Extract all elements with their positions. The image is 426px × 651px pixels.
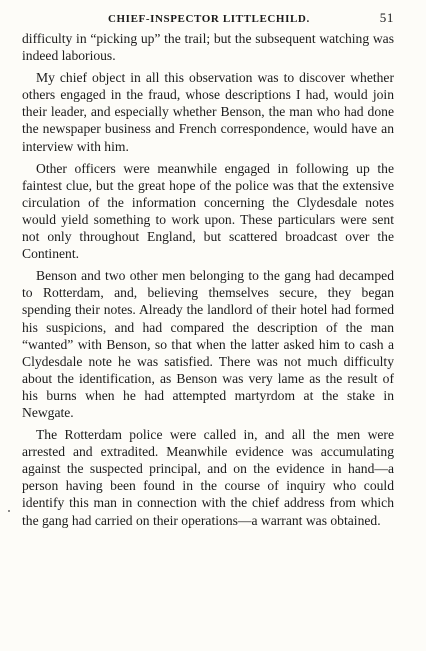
running-title: CHIEF-INSPECTOR LITTLECHILD. xyxy=(107,13,310,25)
paragraph-5: The Rotterdam police were called in, and all the men were arrested and extradited. Meanwhile evidence was accumulating against the suspected principal, and on the evidence in hand—a person having been found in the course of inquiry who could identify this man in connection with the chief address from which the gang had carried on their operations—a warrant was obtained. xyxy=(22,427,394,528)
paragraph-4: Benson and two other men belonging to the gang had decamped to Rotterdam, and, believing themselves secure, they began spending their notes. Already the landlord of their hotel had formed his suspicions, and had compared the description of the man “wanted” with Benson, so that when the latter asked him to cash a Clydesdale note he was satisfied. There was not much difficulty about the identification, as Benson was very lame as the result of his burns when he had attempted martyrdom at the stake in Newgate. xyxy=(22,268,394,420)
paragraph-3: Other officers were meanwhile engaged in following up the faintest clue, but the great hope of the police was that the extensive circulation of the information concerning the Clydesdale notes would yield something to work upon. These particulars were sent not only throughout England, but scattered broadcast over the Continent. xyxy=(22,160,394,262)
body-text xyxy=(22,30,394,529)
margin-speck xyxy=(8,510,10,512)
paragraph-2: My chief object in all this observation was to discover whether others engaged in the fraud, whose descriptions I had, would join their leader, and especially whether Benson, the man who had done the newspaper business and French correspondence, would have an interview with him. xyxy=(22,70,394,154)
paragraph-1: difficulty in “picking up” the trail; but the subsequent watching was indeed laborious. xyxy=(22,31,394,64)
running-head xyxy=(22,10,394,26)
page-number: 51 xyxy=(379,10,394,25)
